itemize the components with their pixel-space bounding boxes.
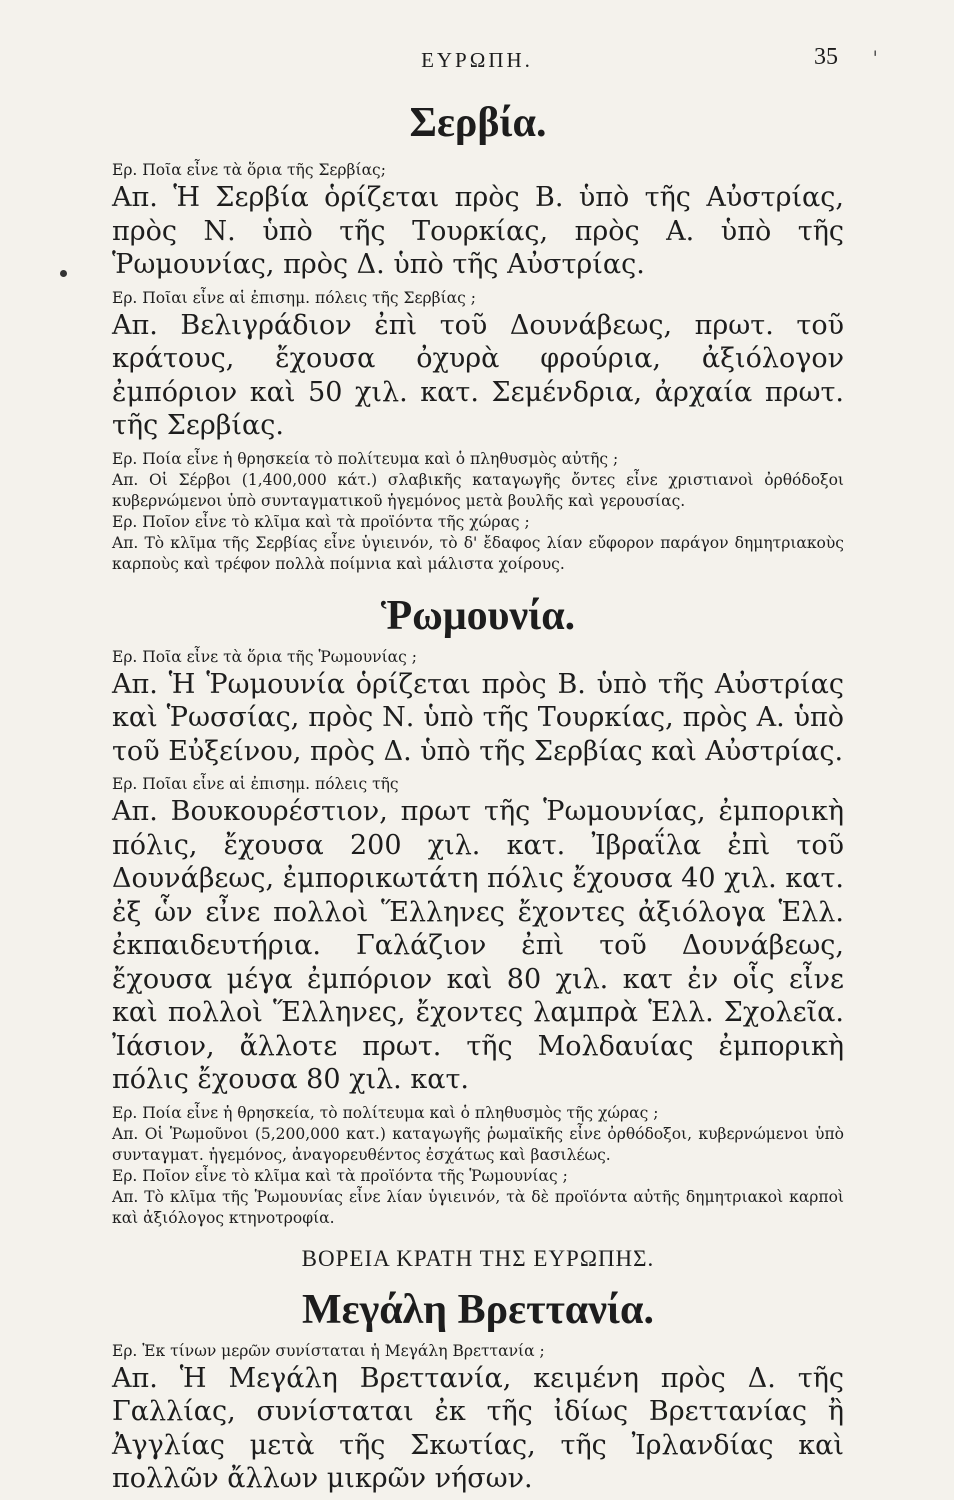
edge-mark: ' [872, 46, 878, 70]
question-serbia-borders: Ερ. Ποῖα εἶνε τὰ ὅρια τῆς Σερβίας; [112, 161, 386, 179]
answer-serbia-cities: Απ. Βελιγράδιον ἐπὶ τοῦ Δουνάβεως, πρωτ. τοῦ κράτους, ἔχουσα ὀχυρὰ φρούρια, ἀξιόλογον ἐμπόριον καὶ 50 χιλ. κατ. Σεμένδρια, ἀρχαία πρωτ. τῆς Σερβίας. [112, 309, 844, 441]
section-title-romania: Ῥωμουνία. [380, 592, 576, 639]
answer-serbia-climate: Απ. Τὸ κλῖμα τῆς Σερβίας εἶνε ὑγιεινόν, τὸ δ' ἔδαφος λίαν εὔφορον παράγον δημητριακοὺς καρποὺς καὶ τρέφον πολλὰ ποίμνια καὶ μάλιστα χοίρους. [112, 533, 844, 573]
answer-romania-climate: Απ. Τὸ κλῖμα τῆς Ῥωμουνίας εἶνε λίαν ὑγιεινόν, τὰ δὲ προϊόντα αὐτῆς δημητριακοὶ καρποὶ καὶ ἀξιόλογος κτηνοτροφία. [112, 1187, 844, 1227]
page-number: 35 [814, 44, 838, 70]
answer-serbia-religion: Απ. Οἱ Σέρβοι (1,400,000 κάτ.) σλαβικῆς καταγωγῆς ὄντες εἶνε χριστιανοὶ ὀρθόδοξοι κυβερνώμενοι ὑπὸ συνταγματικοῦ ἡγεμόνος μετὰ βουλῆς καὶ γερουσίας. [112, 470, 844, 510]
answer-serbia-borders: Απ. Ἡ Σερβία ὁρίζεται πρὸς Β. ὑπὸ τῆς Αὐστρίας, πρὸς Ν. ὑπὸ τῆς Τουρκίας, πρὸς Α. ὑπὸ τῆς Ῥωμουνίας, πρὸς Δ. ὑπὸ τῆς Αὐστρίας. [112, 182, 844, 280]
question-serbia-cities: Ερ. Ποῖαι εἶνε αἱ ἐπισημ. πόλεις τῆς Σερβίας ; [112, 288, 476, 307]
answer-romania-religion: Απ. Οἱ Ῥωμοῦνοι (5,200,000 κατ.) καταγωγῆς ῥωμαϊκῆς εἶνε ὀρθόδοξοι, κυβερνώμενοι ὑπὸ συνταγματ. ἡγεμόνος, ἀναγορευθέντος ἐσχάτως καὶ βασιλέως. [112, 1124, 844, 1164]
answer-britain-parts: Απ. Ἡ Μεγάλη Βρεττανία, κειμένη πρὸς Δ. τῆς Γαλλίας, συνίσταται ἐκ τῆς ἰδίως Βρεττανίας ἢ Ἀγγλίας μετὰ τῆς Σκωτίας, τῆς Ἰρλανδίας καὶ πολλῶν ἄλλων μικρῶν νήσων. [112, 1362, 844, 1494]
question-romania-borders: Ερ. Ποῖα εἶνε τὰ ὅρια τῆς Ῥωμουνίας ; [112, 647, 417, 666]
margin-dot [60, 270, 67, 277]
question-romania-climate: Ερ. Ποῖον εἶνε τὸ κλῖμα καὶ τὰ προϊόντα τῆς Ῥωμουνίας ; [112, 1166, 568, 1185]
question-serbia-religion: Ερ. Ποία εἶνε ἡ θρησκεία τὸ πολίτευμα καὶ ὁ πληθυσμὸς αὐτῆς ; [112, 449, 619, 468]
running-head [0, 44, 954, 78]
question-romania-religion: Ερ. Ποία εἶνε ἡ θρησκεία, τὸ πολίτευμα καὶ ὁ πληθυσμὸς τῆς χώρας ; [112, 1103, 659, 1122]
running-title: ΕΥΡΩΠΗ. [421, 48, 533, 72]
question-romania-cities: Ερ. Ποῖαι εἶνε αἱ ἐπισημ. πόλεις τῆς [112, 775, 399, 793]
section-title-great-britain: Μεγάλη Βρεττανία. [302, 1286, 654, 1333]
part-heading-northern-states: ΒΟΡΕΙΑ ΚΡΑΤΗ ΤΗΣ ΕΥΡΩΠΗΣ. [301, 1245, 655, 1271]
section-title-serbia: Σερβία. [409, 100, 547, 146]
answer-romania-borders: Απ. Ἡ Ῥωμουνία ὁρίζεται πρὸς Β. ὑπὸ τῆς Αὐστρίας καὶ Ῥωσσίας, πρὸς Ν. ὑπὸ τῆς Τουρκίας, πρὸς Α. ὑπὸ τοῦ Εὐξείνου, πρὸς Δ. ὑπὸ τῆς Σερβίας καὶ Αὐστρίας. [112, 668, 844, 767]
question-serbia-climate: Ερ. Ποῖον εἶνε τὸ κλῖμα καὶ τὰ προϊόντα τῆς χώρας ; [112, 512, 530, 531]
answer-romania-cities: Απ. Βουκουρέστιον, πρωτ τῆς Ῥωμουνίας, ἐμπορικὴ πόλις, ἔχουσα 200 χιλ. κατ. Ἰβραΐλα ἐπὶ τοῦ Δουνάβεως, ἐμπορικωτάτη πόλις ἔχουσα 40 χιλ. κατ. ἐξ ὧν εἶνε πολλοὶ Ἕλληνες ἔχοντες ἀξιόλογα Ἑλλ. ἐκπαιδευτήρια. Γαλάζιον ἐπὶ τοῦ Δουνάβεως, ἔχουσα μέγα ἐμπόριον καὶ 80 χιλ. κατ ἐν οἷς εἶνε καὶ πολλοὶ Ἕλληνες, ἔχοντες λαμπρὰ Ἑλλ. Σχολεῖα. Ἰάσιον, ἄλλοτε πρωτ. τῆς Μολδαυίας ἐμπορικὴ πόλις ἔχουσα 80 χιλ. κατ. [112, 796, 844, 1095]
page-body [112, 92, 844, 1496]
question-britain-parts: Ερ. Ἐκ τίνων μερῶν συνίσταται ἡ Μεγάλη Βρεττανία ; [112, 1341, 545, 1360]
